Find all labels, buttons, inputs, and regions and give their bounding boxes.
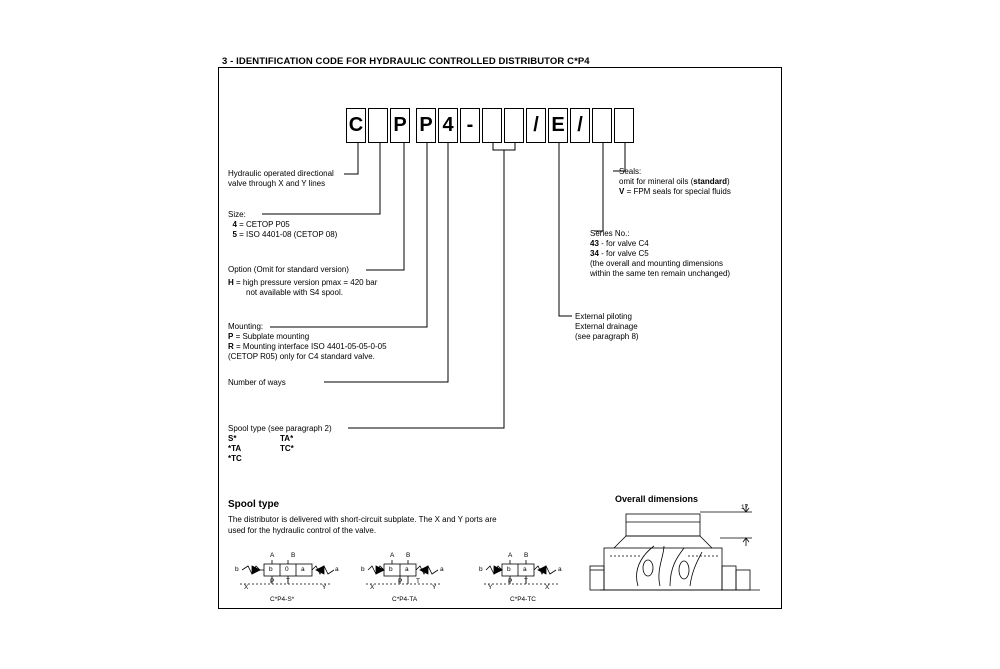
- symbol3-a: A: [508, 552, 513, 559]
- series-label: Series No.: 43 - for valve C4 34 - for valve C5 (the overall and mounting dimensions within the same ten remain unchanged): [590, 229, 731, 278]
- spool-section-text: The distributor is delivered with short-circuit subplate. The X and Y ports are used for the hydraulic control of the valve.: [228, 515, 497, 535]
- symbol3-b: B: [524, 552, 529, 559]
- symbol2-t: T: [416, 578, 420, 585]
- symbol1-cell-a: a: [301, 566, 305, 573]
- external-label: External piloting External drainage (see paragraph 8): [575, 312, 639, 341]
- symbol1-left-port: X: [244, 584, 249, 591]
- symbol3-cell-a: a: [523, 566, 527, 573]
- symbol3-caption: C*P4-TC: [510, 596, 537, 603]
- symbol1-pilot-a: a: [335, 566, 339, 573]
- symbol3-cell-b: b: [507, 566, 511, 573]
- symbol1-right-port: Y: [322, 584, 327, 591]
- symbol2-b: B: [406, 552, 411, 559]
- seals-label: Seals: omit for mineral oils (standard) V = FPM seals for special fluids: [619, 167, 731, 196]
- symbol2-left-port: X: [370, 584, 375, 591]
- page-title: 3 - IDENTIFICATION CODE FOR HYDRAULIC CONTROLLED DISTRIBUTOR C*P4: [222, 56, 590, 67]
- code-box: /: [526, 108, 546, 143]
- symbol2-pilot-b: b: [361, 566, 365, 573]
- spool-codes-col1: S* *TA *TC: [228, 434, 242, 463]
- symbol2-caption: C*P4-TA: [392, 596, 418, 603]
- code-box: P: [390, 108, 410, 143]
- code-box: E: [548, 108, 568, 143]
- symbol1-p: P: [270, 578, 275, 585]
- spool-codes-col2: TA* TC*: [280, 434, 294, 453]
- symbol1-t: T: [286, 578, 290, 585]
- symbol1-cell-0: 0: [285, 566, 289, 573]
- symbol3-right-port: X: [545, 584, 550, 591]
- code-box: 4: [438, 108, 458, 143]
- dimension-value: 17: [741, 504, 749, 511]
- code-box: P: [416, 108, 436, 143]
- symbol1-cell-b: b: [269, 566, 273, 573]
- symbol2-pilot-a: a: [440, 566, 444, 573]
- hydraulic-label: Hydraulic operated directional valve through X and Y lines: [228, 169, 334, 188]
- symbol2-cell-b: b: [389, 566, 393, 573]
- symbol2-a: A: [390, 552, 395, 559]
- symbol2-p: P: [398, 578, 403, 585]
- number-of-ways-label: Number of ways: [228, 378, 286, 387]
- code-box: -: [460, 108, 480, 143]
- mounting-label: Mounting: P = Subplate mounting R = Mounting interface ISO 4401-05-05-0-05 (CETOP R05) only for C4 standard valve.: [228, 322, 387, 361]
- size-label: Size: 4 = CETOP P05 5 = ISO 4401-08 (CETOP 08): [228, 210, 338, 239]
- code-box: C: [346, 108, 366, 143]
- symbol3-t: T: [524, 578, 528, 585]
- spool-type-label: Spool type (see paragraph 2): [228, 424, 332, 433]
- symbol2-cell-a: a: [405, 566, 409, 573]
- symbol1-caption: C*P4-S*: [270, 596, 295, 603]
- code-box: /: [570, 108, 590, 143]
- symbol3-pilot-a: a: [558, 566, 562, 573]
- overall-dimensions-title: Overall dimensions: [615, 494, 699, 504]
- symbol1-b: B: [291, 552, 296, 559]
- symbol3-left-port: Y: [488, 584, 493, 591]
- option-label: Option (Omit for standard version) H = high pressure version pmax = 420 bar not available with S4 spool.: [228, 265, 378, 297]
- symbol1-a: A: [270, 552, 275, 559]
- spool-section-title: Spool type: [228, 499, 280, 510]
- symbol3-p: P: [508, 578, 513, 585]
- symbol2-right-port: Y: [432, 584, 437, 591]
- symbol3-pilot-b: b: [479, 566, 483, 573]
- symbol1-pilot-b: b: [235, 566, 239, 573]
